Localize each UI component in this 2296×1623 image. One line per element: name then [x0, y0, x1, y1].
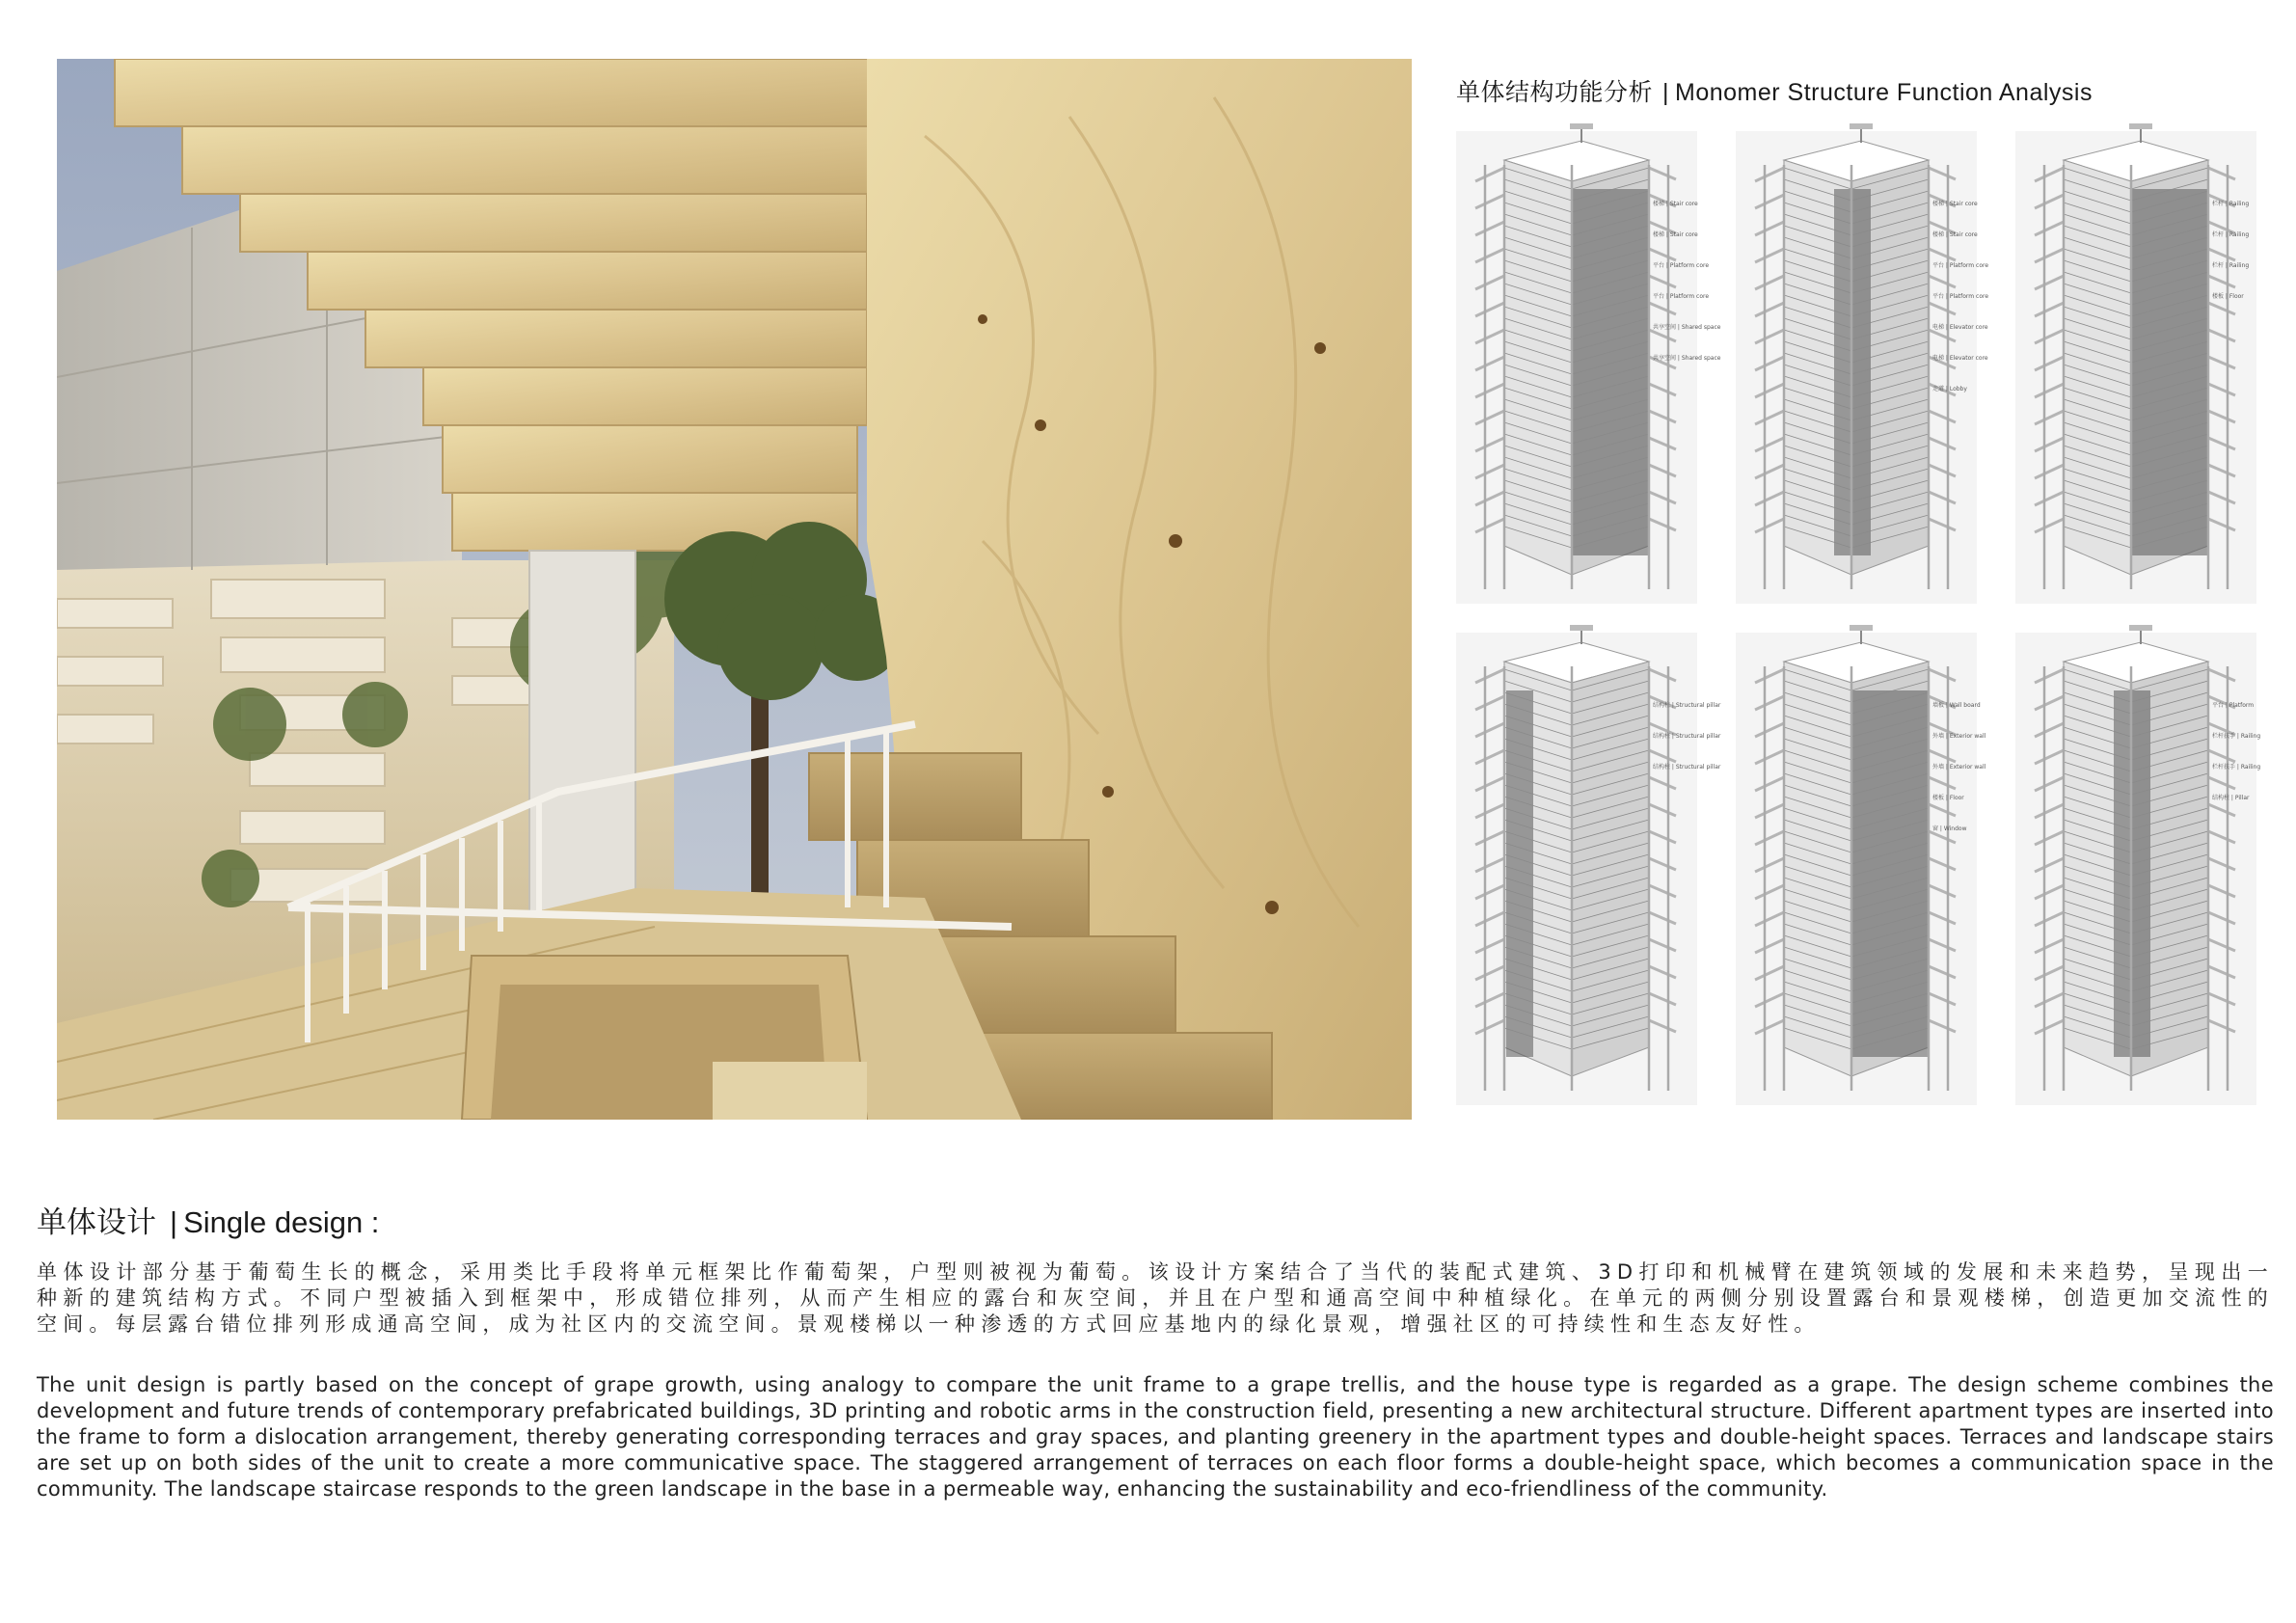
- diagram-label: 结构柱 | Structural pillar: [1653, 702, 1721, 709]
- tower-diagram-4: [1446, 623, 1721, 1115]
- diagram-label: 栏杆扶手 | Railing: [2212, 733, 2261, 740]
- single-design-title-en: Single design :: [183, 1205, 380, 1239]
- diagram-label: 电梯 | Elevator core: [1932, 355, 1988, 362]
- tower-drawing: [1446, 122, 1710, 613]
- diagram-label: 楼板 | Floor: [2212, 293, 2244, 300]
- diagram-label: 平台 | Platform core: [1932, 293, 1989, 300]
- diagram-label: 结构柱 | Pillar: [2212, 795, 2250, 801]
- diagram-label: 外墙 | Exterior wall: [1932, 733, 1986, 740]
- diagram-label: 平台 | Platform: [2212, 702, 2255, 709]
- title-separator: |: [170, 1205, 178, 1239]
- diagram-label: 外墙 | Exterior wall: [1932, 764, 1986, 771]
- tower-diagram-3: [2006, 122, 2266, 613]
- analysis-title: [1456, 75, 2093, 110]
- tower-diagram-5: [1726, 623, 1986, 1115]
- tower-diagram-1: [1446, 122, 1721, 613]
- diagram-label: 楼梯 | Stair core: [1932, 201, 1978, 207]
- single-design-title: [37, 1203, 379, 1243]
- diagram-label: 窗 | Window: [1932, 825, 1967, 832]
- diagram-label: 走道 | Lobby: [1932, 386, 1967, 392]
- diagram-label: 楼梯 | Stair core: [1653, 201, 1698, 207]
- single-design-title-cn: 单体设计: [37, 1205, 156, 1239]
- analysis-title-en: Monomer Structure Function Analysis: [1675, 79, 2093, 106]
- diagram-label: 楼板 | Floor: [1932, 795, 1964, 801]
- diagram-label: 栏杆 | Railing: [2212, 201, 2250, 207]
- diagram-label: 平台 | Platform core: [1653, 262, 1710, 269]
- tower-drawing: [1726, 122, 1989, 613]
- render-image: [57, 59, 1412, 1120]
- description-english: The unit design is partly based on the concept of grape growth, using analogy to compare the unit frame to a grape trellis, and the house type is regarded as a grape. The design scheme combines the development and future trends of contemporary prefabricated buildings, 3D printing and robotic arms in the construction field, presenting a new architectural structure. Different apartment types are inserted into the frame to form a dislocation arrangement, thereby generating corresponding terraces and gray spaces, and planting greenery in the apartment types and double-height spaces. Terraces and landscape stairs are set up on both sides of the unit to create a more communicative space. The staggered arrangement of terraces on each floor forms a double-height space, which becomes a communication space in the community. The landscape staircase responds to the green landscape in the base in a permeable way, enhancing the sustainability and eco-friendliness of the community.: [37, 1373, 2274, 1501]
- structure-diagram-grid: [1446, 122, 2276, 1124]
- description-chinese: 单体设计部分基于葡萄生长的概念，采用类比手段将单元框架比作葡萄架，户型则被视为葡萄。该设计方案结合了当代的装配式建筑、3D打印和机械臂在建筑领域的发展和未来趋势，呈现出一种新的建筑结构方式。不同户型被插入到框架中，形成错位排列，从而产生相应的露台和灰空间，并且在户型和通高空间中种植绿化。在单元的两侧分别设置露台和景观楼梯，创造更加交流性的空间。每层露台错位排列形成通高空间，成为社区内的交流空间。景观楼梯以一种渗透的方式回应基地内的绿化景观，增强社区的可持续性和生态友好性。: [37, 1260, 2274, 1336]
- diagram-label: 电梯 | Elevator core: [1932, 324, 1988, 331]
- diagram-label: 栏杆扶手 | Railing: [2212, 764, 2261, 771]
- diagram-label: 结构柱 | Structural pillar: [1653, 764, 1721, 771]
- analysis-title-cn: 单体结构功能分析: [1456, 79, 1654, 106]
- tower-diagram-2: [1726, 122, 1989, 613]
- diagram-label: 栏杆 | Railing: [2212, 262, 2250, 269]
- diagram-label: 结构柱 | Structural pillar: [1653, 733, 1721, 740]
- tower-drawing: [2006, 623, 2266, 1115]
- diagram-label: 栏杆 | Railing: [2212, 231, 2250, 238]
- diagram-label: 楼梯 | Stair core: [1653, 231, 1698, 238]
- diagram-label: 平台 | Platform core: [1653, 293, 1710, 300]
- tower-diagram-6: [2006, 623, 2266, 1115]
- tower-drawing: [1446, 623, 1707, 1115]
- diagram-label: 共享空间 | Shared space: [1653, 355, 1721, 362]
- diagram-label: 共享空间 | Shared space: [1653, 324, 1721, 331]
- tower-drawing: [1726, 623, 1986, 1115]
- diagram-label: 墙板 | Wall board: [1932, 702, 1981, 709]
- tower-drawing: [2006, 122, 2266, 613]
- title-separator: |: [1662, 79, 1670, 106]
- diagram-label: 平台 | Platform core: [1932, 262, 1989, 269]
- diagram-label: 楼梯 | Stair core: [1932, 231, 1978, 238]
